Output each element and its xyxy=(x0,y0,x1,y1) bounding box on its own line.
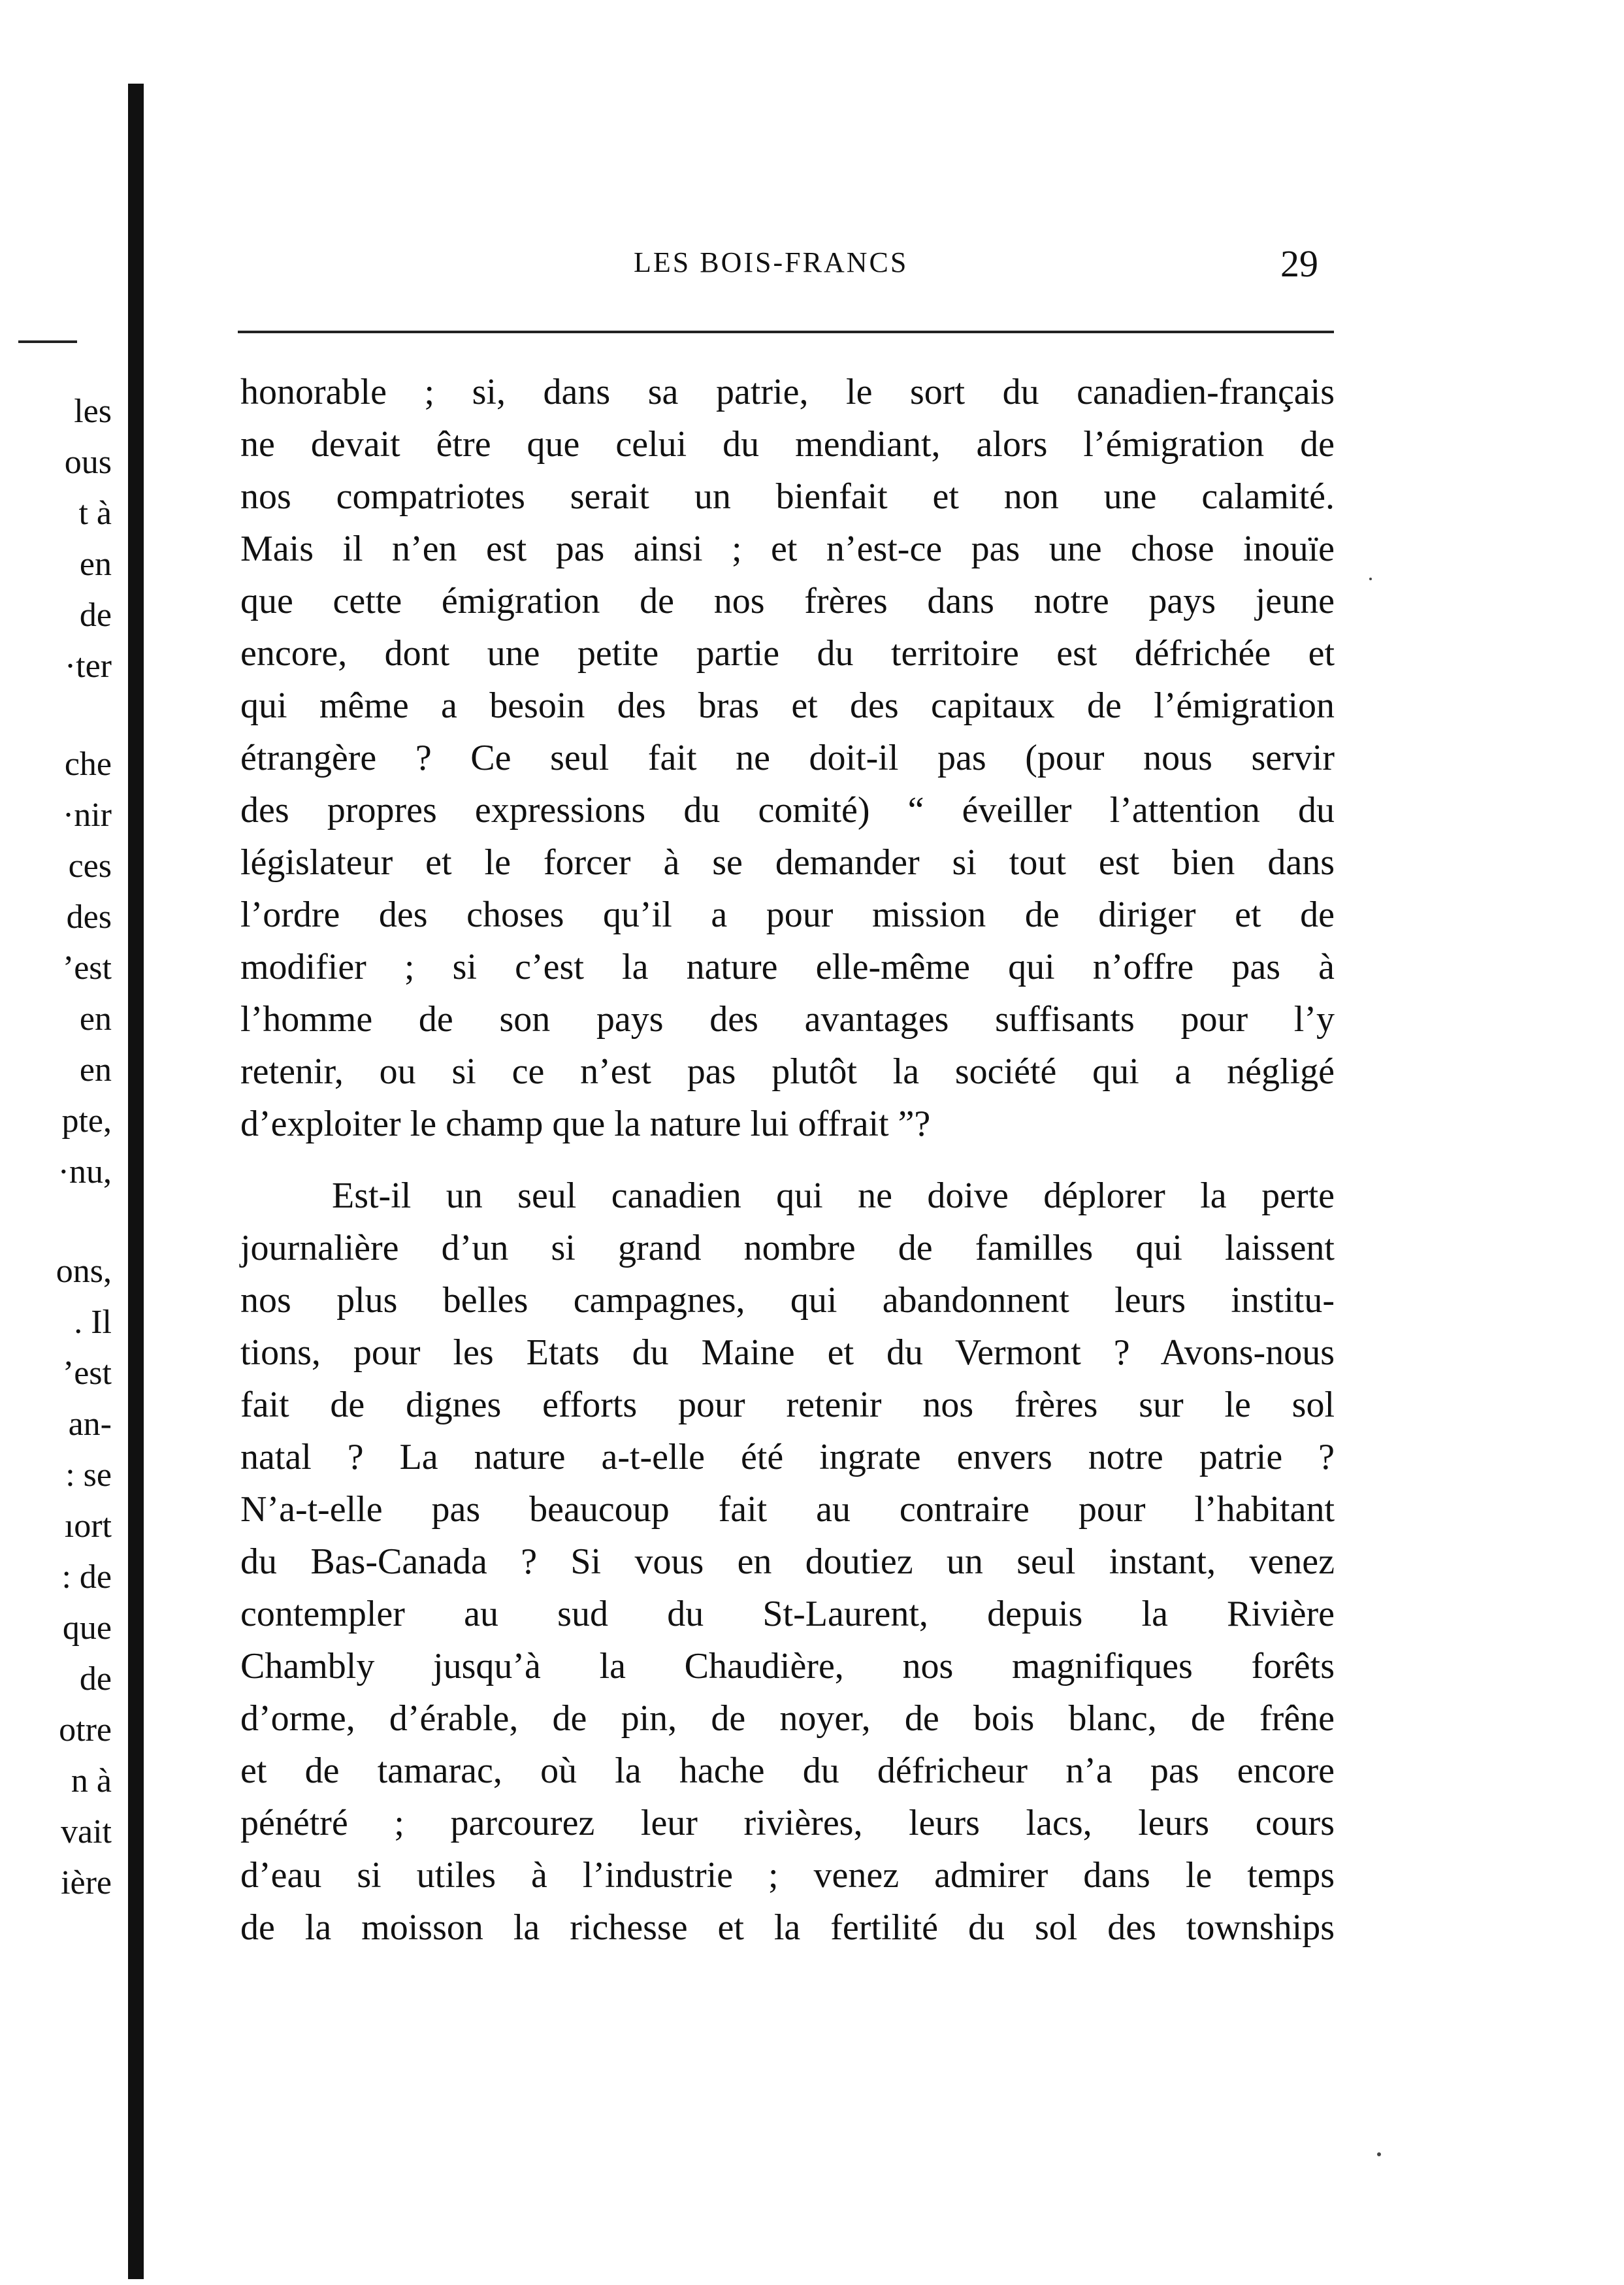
text-line: que cette émigration de nos frères dans notre pays jeune xyxy=(240,581,1335,621)
text-line: des propres expressions du comité) “ éveiller l’attention du xyxy=(240,790,1335,830)
text-line: Chambly jusqu’à la Chaudière, nos magnifiques forêts xyxy=(240,1646,1335,1686)
text-line: qui même a besoin des bras et des capitaux de l’émigration xyxy=(240,685,1335,726)
text-line: d’exploiter le champ que la nature lui offrait ”? xyxy=(240,1104,931,1144)
facing-page-line: . Il xyxy=(74,1304,112,1341)
text-line: l’homme de son pays des avantages suffisants pour l’y xyxy=(240,999,1335,1040)
facing-page-line: ·nu, xyxy=(57,1153,112,1191)
facing-page-line: ·nir xyxy=(62,797,112,834)
text-line: législateur et le forcer à se demander si tout est bien dans xyxy=(240,842,1335,883)
facing-page-line: pte, xyxy=(61,1102,112,1140)
paragraph xyxy=(240,366,1335,1150)
text-line: retenir, ou si ce n’est pas plutôt la société qui a négligé xyxy=(240,1051,1335,1092)
text-line: fait de dignes efforts pour retenir nos frères sur le sol xyxy=(240,1385,1335,1425)
scan-speck xyxy=(1377,2152,1381,2156)
facing-page-line: ’est xyxy=(62,1355,112,1392)
facing-page-line: : de xyxy=(61,1558,112,1596)
facing-page-line: n à xyxy=(71,1762,112,1800)
text-line: et de tamarac, où la hache du défricheur n’a pas encore xyxy=(240,1751,1335,1791)
facing-page-line: otre xyxy=(59,1711,112,1749)
facing-page-line: en xyxy=(79,1000,112,1038)
page-number: 29 xyxy=(1280,242,1318,285)
facing-page-line: ous xyxy=(64,444,112,481)
text-line: honorable ; si, dans sa patrie, le sort du canadien-français xyxy=(240,372,1335,412)
facing-page-line: vait xyxy=(61,1813,112,1850)
text-line: tions, pour les Etats du Maine et du Vermont ? Avons-nous xyxy=(240,1332,1335,1373)
text-line: encore, dont une petite partie du territoire est défrichée et xyxy=(240,633,1335,674)
facing-page-line: des xyxy=(66,898,112,936)
text-line: contempler au sud du St-Laurent, depuis la Rivière xyxy=(240,1594,1335,1634)
facing-page-line: ·ter xyxy=(64,648,112,685)
facing-page-line: che xyxy=(64,746,112,783)
facing-page-line: ıort xyxy=(64,1507,112,1545)
facing-page-line: t à xyxy=(78,495,112,532)
facing-page-line: ces xyxy=(68,847,112,885)
text-line: Mais il n’en est pas ainsi ; et n’est-ce pas une chose inouïe xyxy=(240,529,1335,569)
facing-page-line: les xyxy=(74,393,112,430)
text-line: natal ? La nature a-t-elle été ingrate envers notre patrie ? xyxy=(240,1437,1335,1477)
text-line: journalière d’un si grand nombre de familles qui laissent xyxy=(240,1228,1335,1268)
paragraph-gap xyxy=(240,1150,1335,1170)
text-line: modifier ; si c’est la nature elle-même qui n’offre pas à xyxy=(240,947,1335,987)
running-head: LES BOIS-FRANCS xyxy=(634,246,909,278)
facing-page-line: ons, xyxy=(56,1253,112,1290)
text-line: nos plus belles campagnes, qui abandonnent leurs institu- xyxy=(240,1280,1335,1321)
text-line: de la moisson la richesse et la fertilité du sol des townships xyxy=(240,1907,1335,1948)
scan-speck xyxy=(1369,578,1372,580)
text-line: nos compatriotes serait un bienfait et non une calamité. xyxy=(240,476,1335,517)
gutter-binding-rule xyxy=(128,84,144,2279)
facing-page-line: de xyxy=(79,1660,112,1698)
facing-page-rule xyxy=(18,340,77,343)
text-line: ne devait être que celui du mendiant, alors l’émigration de xyxy=(240,424,1335,465)
text-line: du Bas-Canada ? Si vous en doutiez un seul instant, venez xyxy=(240,1541,1335,1582)
text-line: d’eau si utiles à l’industrie ; venez admirer dans le temps xyxy=(240,1855,1335,1896)
facing-page-line: de xyxy=(79,597,112,634)
text-line: N’a-t-elle pas beaucoup fait au contraire pour l’habitant xyxy=(240,1489,1335,1530)
facing-page-line: en xyxy=(79,1051,112,1089)
facing-page-line: que xyxy=(62,1609,112,1647)
text-line: l’ordre des choses qu’il a pour mission de diriger et de xyxy=(240,895,1335,935)
facing-page-line: : se xyxy=(65,1456,112,1494)
text-line: étrangère ? Ce seul fait ne doit-il pas (pour nous servir xyxy=(240,738,1335,778)
facing-page-fragment xyxy=(0,0,127,2285)
header-rule xyxy=(238,331,1334,333)
facing-page-line: ’est xyxy=(62,949,112,987)
paragraph xyxy=(240,1170,1335,1954)
text-line: pénétré ; parcourez leur rivières, leurs lacs, leurs cours xyxy=(240,1803,1335,1843)
facing-page-line: ière xyxy=(61,1864,112,1901)
facing-page-line: an- xyxy=(68,1406,112,1443)
body-text xyxy=(240,366,1335,1954)
facing-page-line: en xyxy=(79,546,112,583)
text-line: Est-il un seul canadien qui ne doive déplorer la perte xyxy=(332,1175,1335,1216)
text-line: d’orme, d’érable, de pin, de noyer, de bois blanc, de frêne xyxy=(240,1698,1335,1739)
